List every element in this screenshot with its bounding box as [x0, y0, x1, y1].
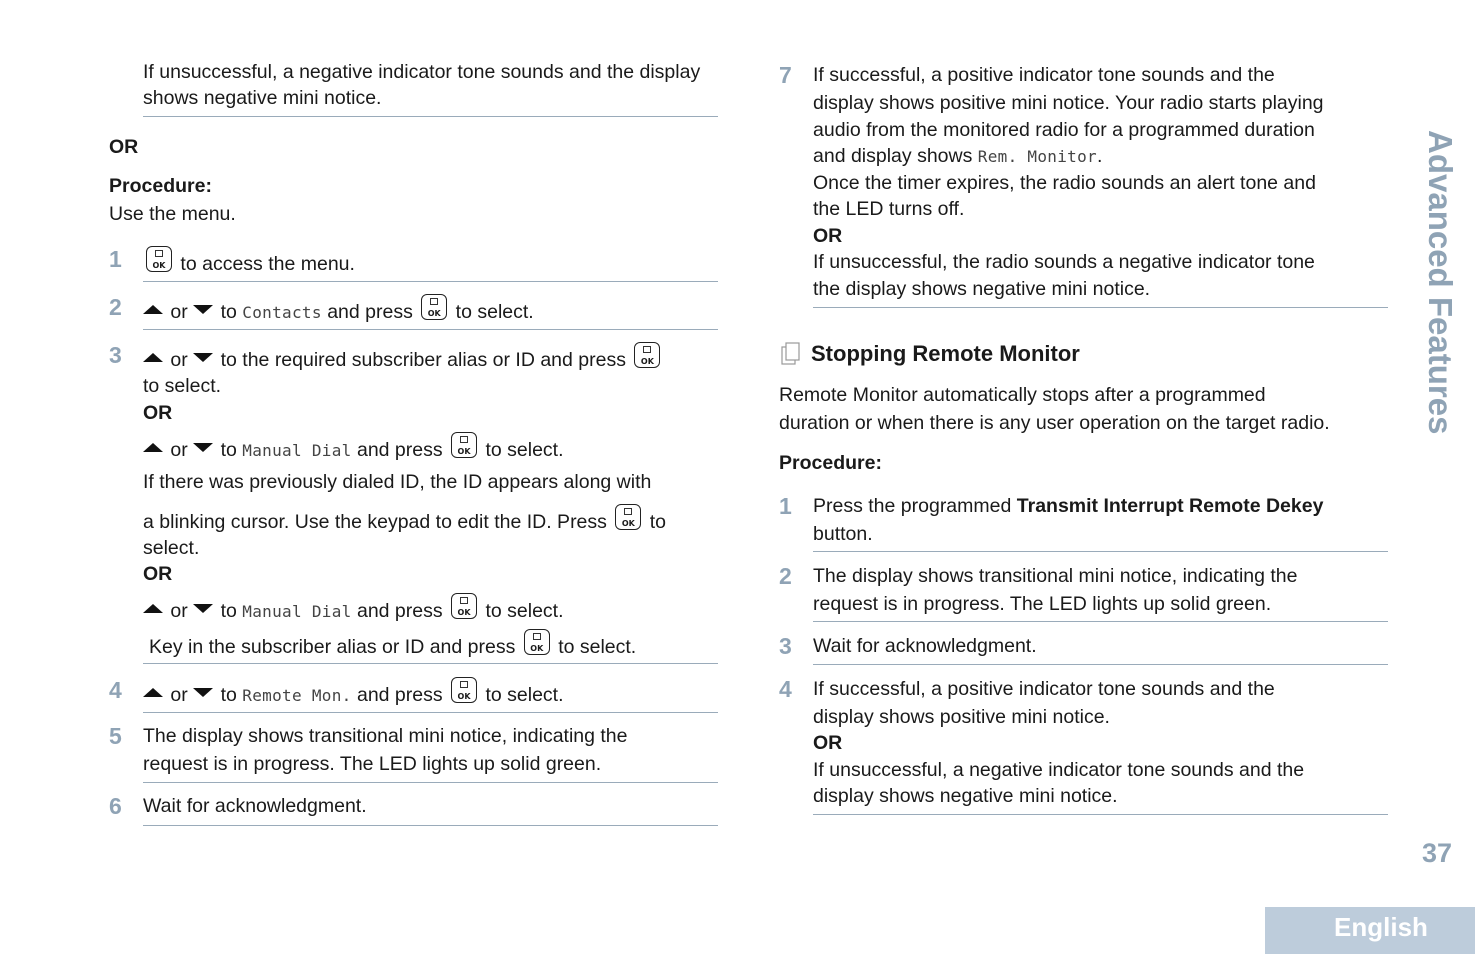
down-arrow-icon: [193, 353, 213, 362]
step-number: 1: [779, 493, 792, 519]
step-text: request is in progress. The LED lights up solid green.: [813, 593, 1272, 615]
intro-text: If unsuccessful, a negative indicator tone sounds and the display shows negative mini notice.: [143, 61, 701, 109]
up-arrow-icon: [143, 443, 163, 452]
section-intro: duration or when there is any user operation on the target radio.: [779, 412, 1330, 434]
ok-key-icon: OK: [146, 246, 172, 272]
step-number: 7: [779, 62, 792, 88]
step-text: OK to access the menu.: [143, 246, 355, 277]
up-arrow-icon: [143, 305, 163, 314]
up-arrow-icon: [143, 688, 163, 697]
or-label: OR: [109, 136, 139, 158]
step-text: a blinking cursor. Use the keypad to edit the ID. Press OK to: [143, 504, 666, 535]
ok-key-icon: OK: [524, 629, 550, 655]
divider: [813, 664, 1388, 665]
step-number: 3: [109, 342, 122, 368]
up-arrow-icon: [143, 353, 163, 362]
step-text: or to Remote Mon. and press OK to select.: [143, 677, 564, 709]
or-label: OR: [813, 732, 843, 754]
divider: [813, 551, 1388, 552]
step-text: Key in the subscriber alias or ID and press OK to select.: [149, 629, 636, 660]
step-text: or to Manual Dial and press OK to select.: [143, 432, 564, 464]
step-text: If unsuccessful, the radio sounds a negative indicator tone: [813, 251, 1315, 273]
step-number: 6: [109, 793, 122, 819]
step-text: Press the programmed Transmit Interrupt Remote Dekey: [813, 495, 1324, 517]
divider: [143, 281, 718, 282]
step-text: If successful, a positive indicator tone sounds and the: [813, 64, 1275, 86]
step-text: Wait for acknowledgment.: [143, 795, 367, 817]
section-title: Stopping Remote Monitor: [811, 341, 1080, 366]
step-text: The display shows transitional mini notice, indicating the: [813, 565, 1298, 587]
step-text: display shows positive mini notice. Your radio starts playing: [813, 92, 1324, 114]
down-arrow-icon: [193, 305, 213, 314]
divider: [143, 116, 718, 117]
procedure-label: Procedure:: [779, 452, 882, 474]
or-label: OR: [143, 402, 173, 424]
ok-key-icon: OK: [615, 504, 641, 530]
step-text: to select.: [143, 375, 222, 397]
section-intro: Remote Monitor automatically stops after a programmed: [779, 384, 1266, 406]
up-arrow-icon: [143, 604, 163, 613]
chapter-side-title: Advanced Features: [1422, 130, 1459, 435]
step-text: display shows positive mini notice.: [813, 706, 1110, 728]
divider: [143, 782, 718, 783]
ok-key-icon: OK: [451, 432, 477, 458]
divider: [143, 329, 718, 330]
step-text: button.: [813, 523, 873, 545]
divider: [143, 712, 718, 713]
or-label: OR: [143, 563, 173, 585]
ok-key-icon: OK: [451, 593, 477, 619]
divider: [143, 663, 718, 664]
page-number: 37: [1422, 838, 1453, 868]
step-text: Once the timer expires, the radio sounds an alert tone and: [813, 172, 1316, 194]
ok-key-icon: OK: [451, 677, 477, 703]
step-number: 4: [109, 677, 122, 703]
step-text: or to Contacts and press OK to select.: [143, 294, 534, 326]
step-text: If successful, a positive indicator tone sounds and the: [813, 678, 1275, 700]
step-text: and display shows Rem. Monitor.: [813, 145, 1103, 167]
ok-key-icon: OK: [634, 342, 660, 368]
step-text: select.: [143, 537, 200, 559]
step-text: the display shows negative mini notice.: [813, 278, 1151, 300]
step-text: If unsuccessful, a negative indicator tone sounds and the: [813, 759, 1305, 781]
step-number: 5: [109, 723, 122, 749]
step-text: the LED turns off.: [813, 198, 965, 220]
divider: [143, 825, 718, 826]
step-text: request is in progress. The LED lights up solid green.: [143, 753, 602, 775]
step-number: 4: [779, 676, 792, 702]
procedure-label: Procedure:: [109, 175, 212, 197]
step-text: audio from the monitored radio for a programmed duration: [813, 119, 1315, 141]
step-number: 1: [109, 246, 122, 272]
step-text: display shows negative mini notice.: [813, 785, 1118, 807]
document-icon: [781, 342, 801, 366]
step-number: 2: [109, 294, 122, 320]
divider: [813, 621, 1388, 622]
ok-key-icon: OK: [421, 294, 447, 320]
step-number: 3: [779, 633, 792, 659]
divider: [813, 307, 1388, 308]
down-arrow-icon: [193, 688, 213, 697]
step-text: The display shows transitional mini notice, indicating the: [143, 725, 628, 747]
divider: [813, 814, 1388, 815]
down-arrow-icon: [193, 443, 213, 452]
step-text: Wait for acknowledgment.: [813, 635, 1037, 657]
step-number: 2: [779, 563, 792, 589]
procedure-intro: Use the menu.: [109, 203, 236, 225]
step-text: or to Manual Dial and press OK to select.: [143, 593, 564, 625]
step-text: or to the required subscriber alias or ID and press OK: [143, 342, 723, 373]
down-arrow-icon: [193, 604, 213, 613]
language-tab: English: [1265, 907, 1475, 954]
or-label: OR: [813, 225, 843, 247]
step-text: If there was previously dialed ID, the ID appears along with: [143, 471, 652, 493]
